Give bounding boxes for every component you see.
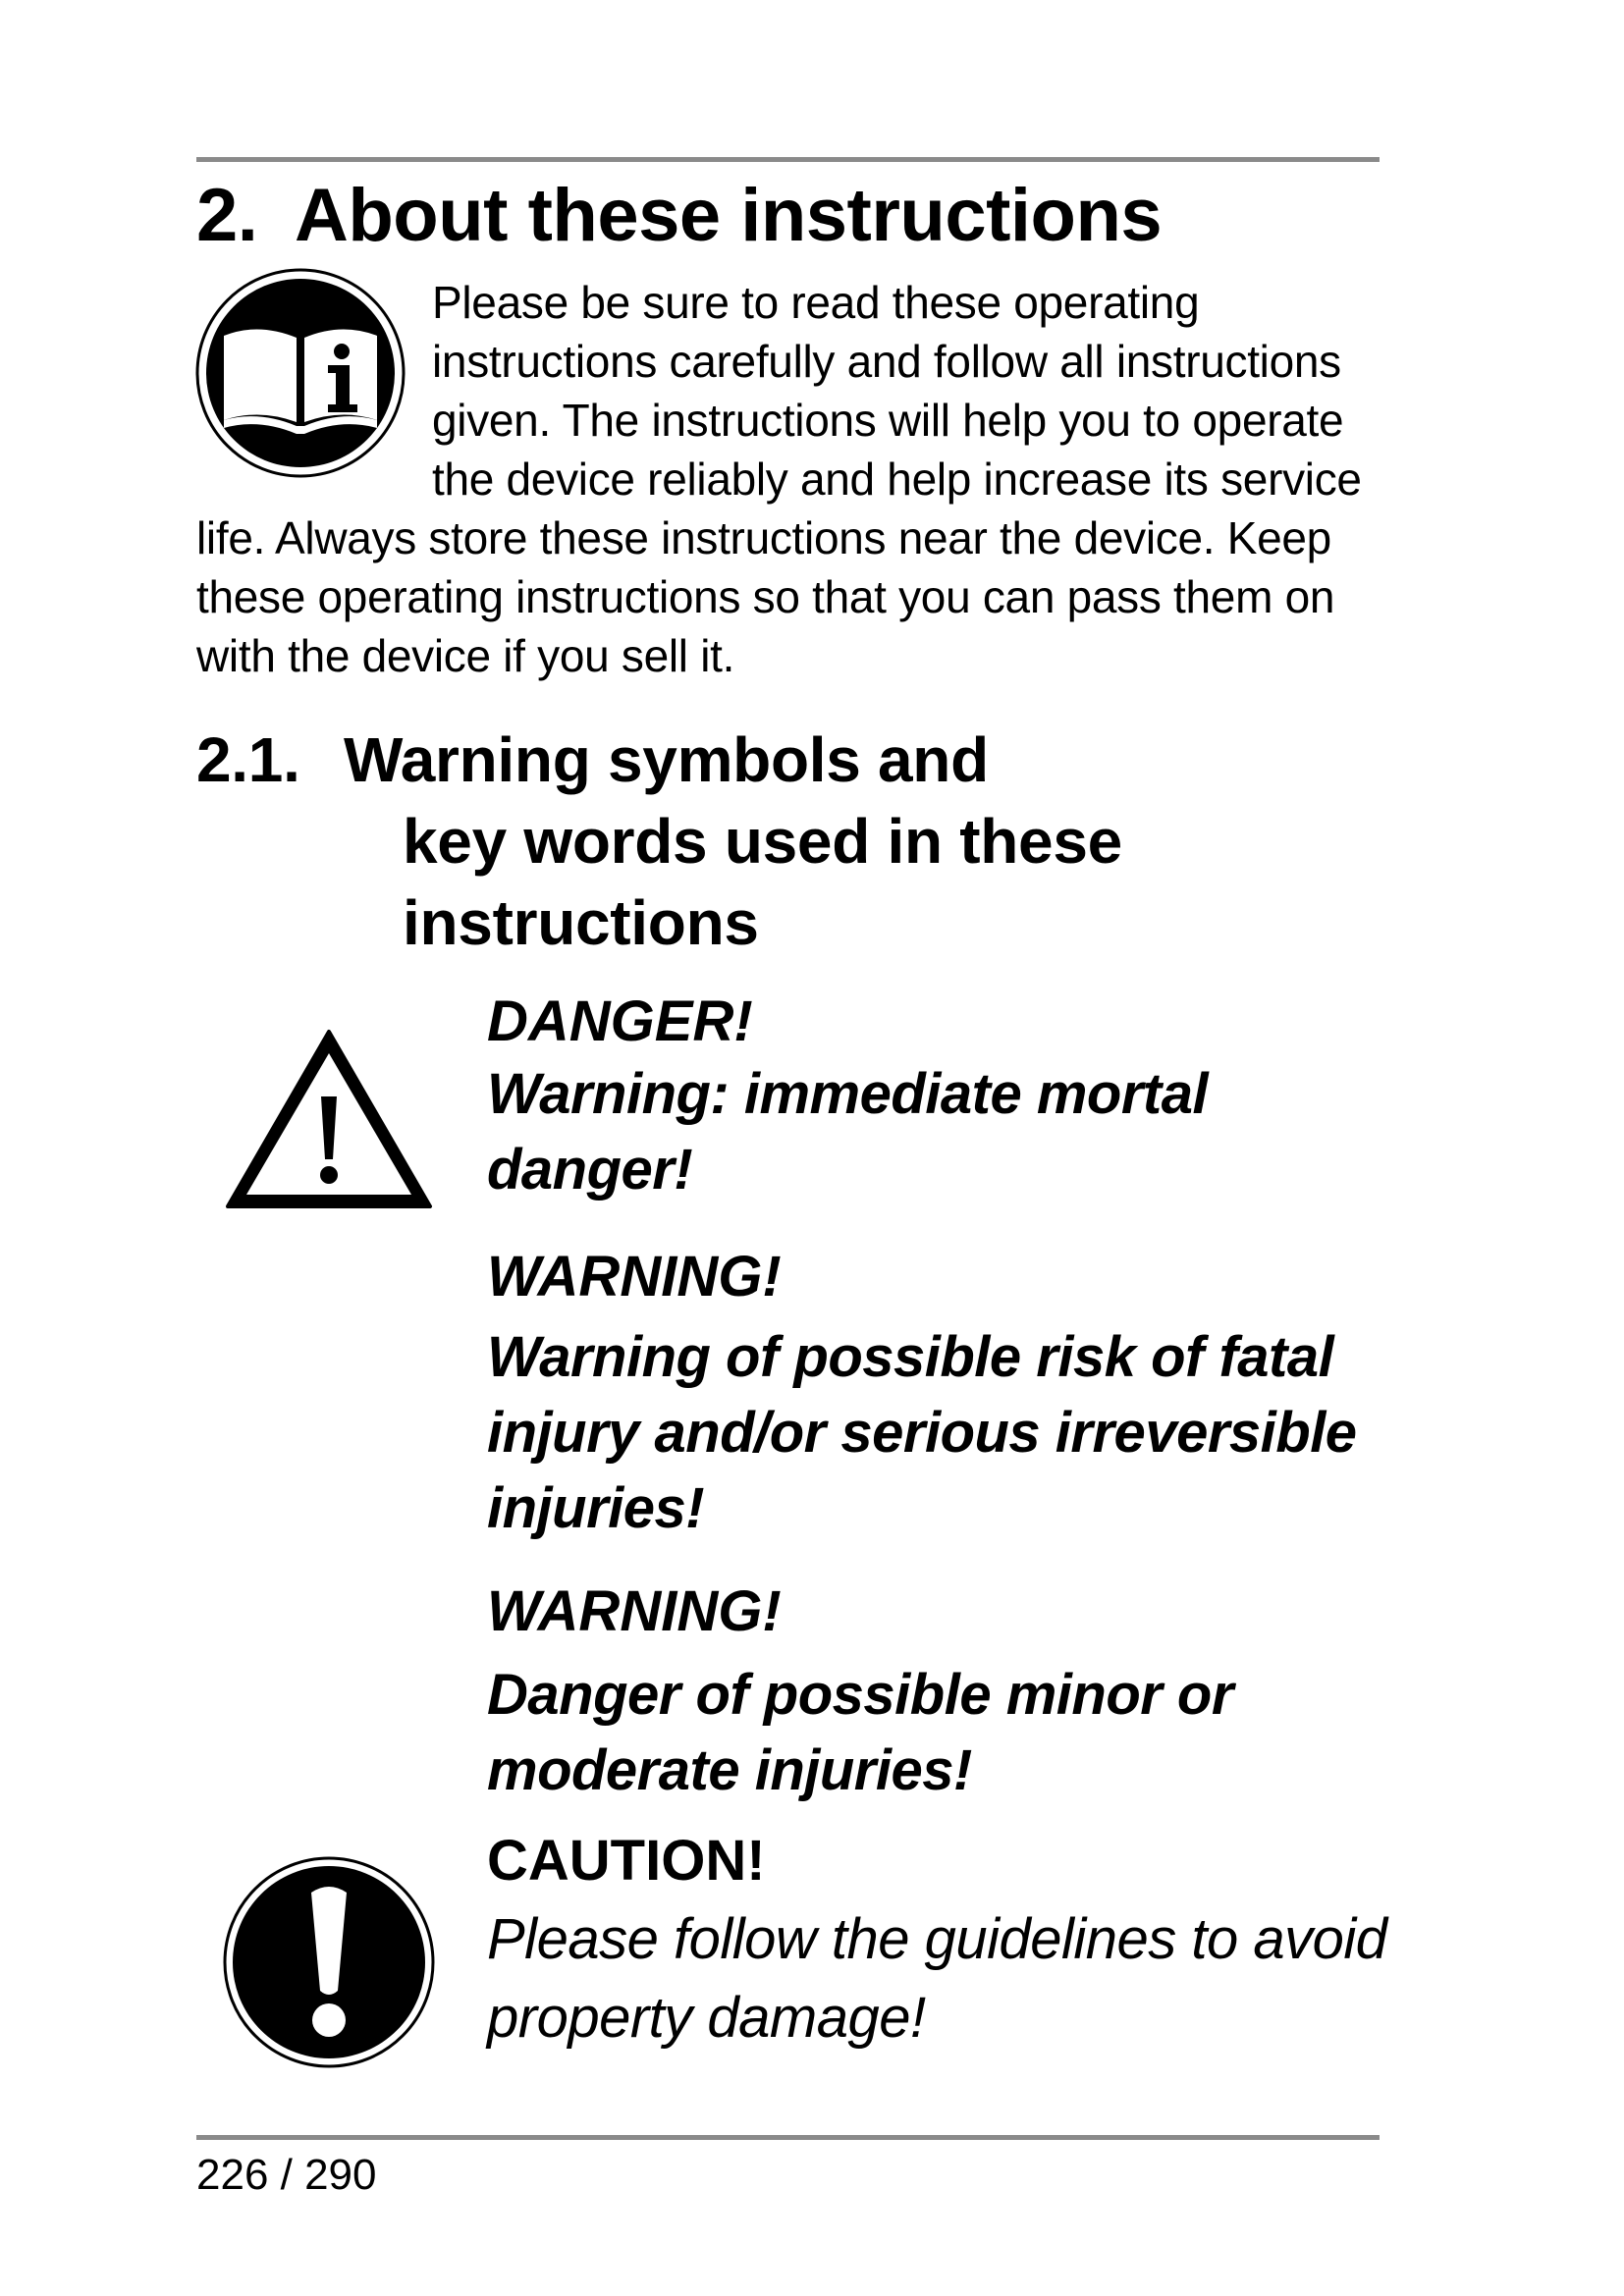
warning-keyword-1: WARNING! xyxy=(487,1245,782,1308)
caution-description: Please follow the guidelines to avoid property damage! xyxy=(487,1907,1387,2050)
top-rule xyxy=(196,157,1380,162)
exclamation-circle-icon xyxy=(222,1855,436,2069)
intro-paragraph: Please be sure to read these operating instructions carefully and follow all instructions given. The instructions will help you to operate the device reliably and help increase its service life. Always store these instructions near the device. Keep these operating instructions so that you can pass them on with the device if you sell it. xyxy=(196,277,1362,681)
warning-keyword-2: WARNING! xyxy=(487,1579,782,1643)
subsection-number: 2.1. xyxy=(196,724,300,795)
warning-description-1: Warning of possible risk of fatal injury and/or serious irreversible injuries! xyxy=(487,1325,1357,1540)
page-number: 226 / 290 xyxy=(196,2151,377,2199)
subsection-title-line1: Warning symbols and xyxy=(344,724,989,795)
warning-description-2: Danger of possible minor or moderate injuries! xyxy=(487,1663,1233,1802)
caution-keyword: CAUTION! xyxy=(487,1829,766,1893)
section-heading xyxy=(196,167,1162,265)
danger-keyword: DANGER! xyxy=(487,989,753,1053)
danger-description: Warning: immediate mortal danger! xyxy=(487,1062,1209,1201)
section-title: About these instructions xyxy=(295,174,1163,257)
section-number: 2. xyxy=(196,174,258,257)
subsection-title-rest: key words used in these instructions xyxy=(403,806,1122,958)
subsection-heading xyxy=(196,720,1188,964)
bottom-rule xyxy=(196,2135,1380,2140)
warning-triangle-icon xyxy=(222,1026,436,1212)
